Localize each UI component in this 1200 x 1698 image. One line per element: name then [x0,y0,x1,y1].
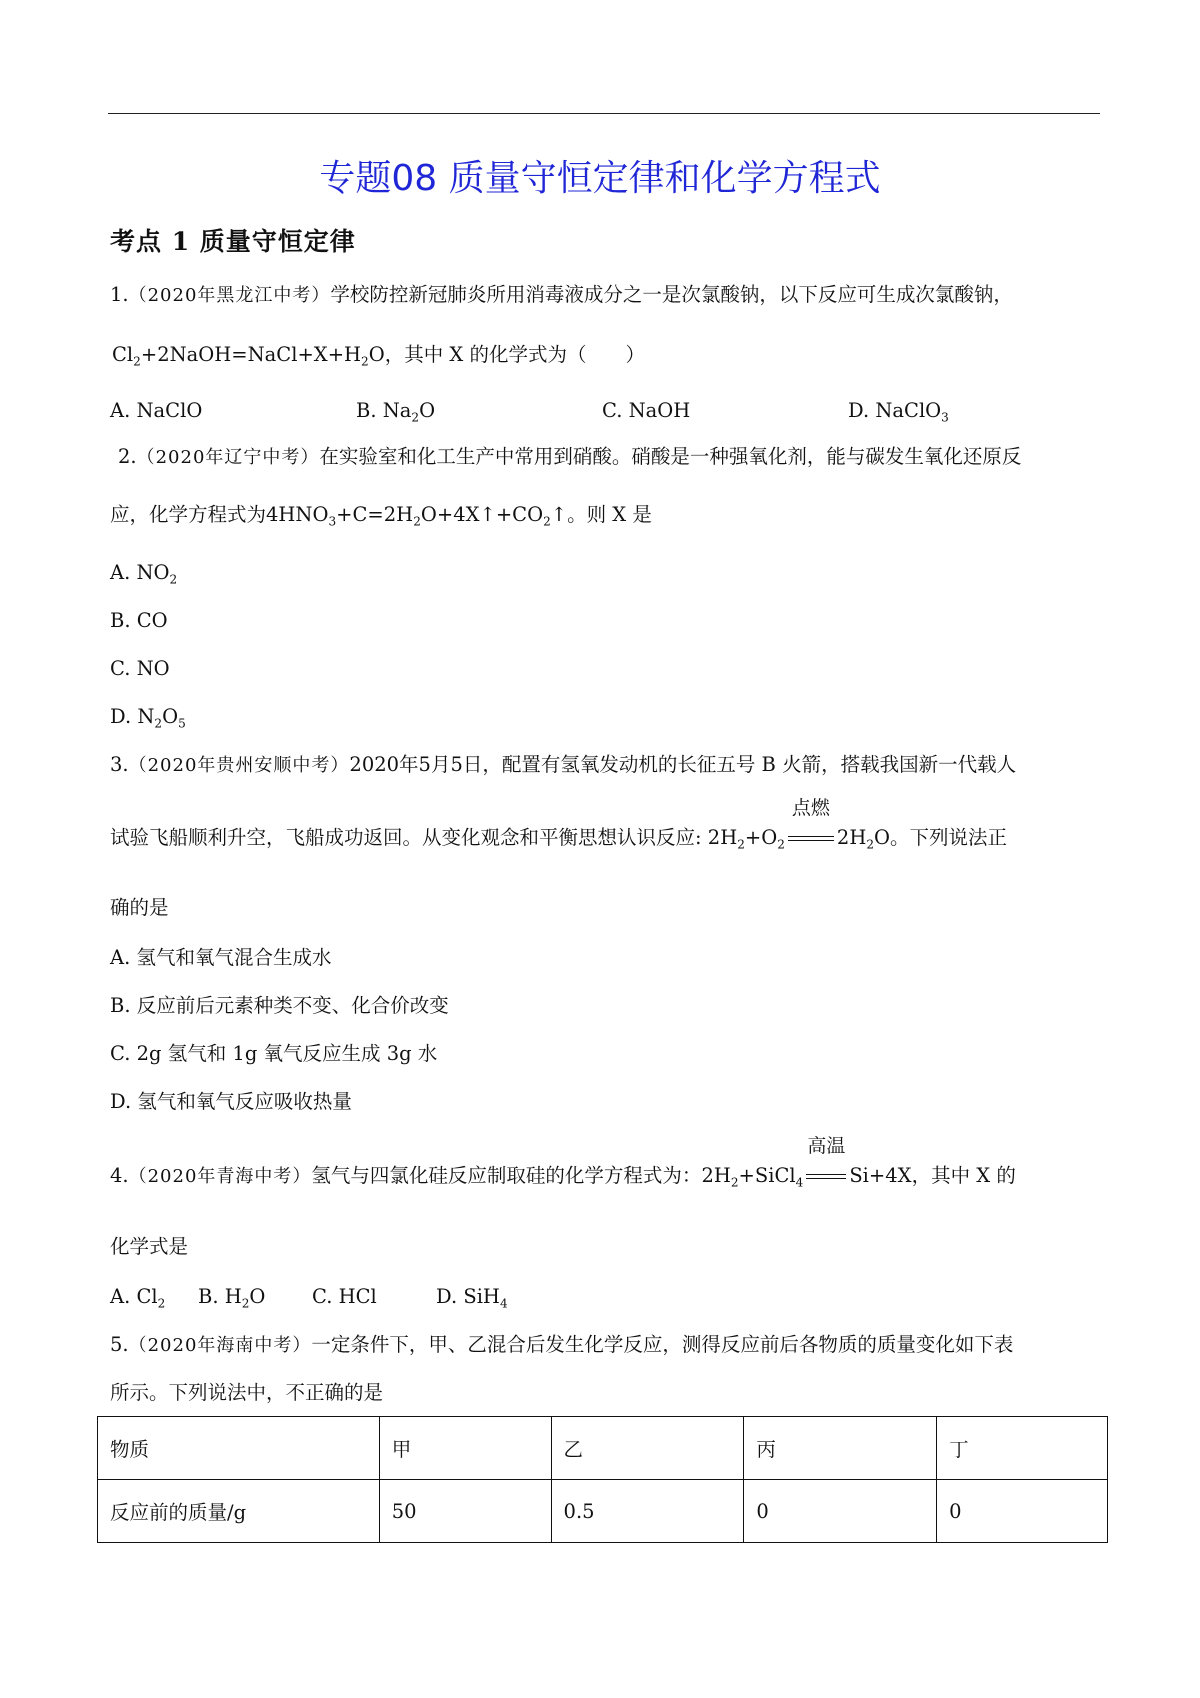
table-row [98,1480,1108,1543]
table-header-cell: 物质 [98,1417,380,1480]
q3-equation: $2H_2+O_2$ 点燃 $2H_2O$ [707,796,891,852]
q2-source: （2020年辽宁中考） [136,447,320,468]
q3-option-c[interactable]: C. 2g 氢气和 1g 氧气反应生成 3g 水 [110,1042,438,1065]
q4-option-a[interactable]: A. $Cl_2$ [110,1285,166,1311]
q4-option-c[interactable]: C. HCl [312,1285,377,1308]
page-title: 专题08 质量守恒定律和化学方程式 [319,158,881,199]
section-heading: 考点 1 质量守恒定律 [110,227,356,256]
q4-equation: $2H_2+SiCl_4$ 高温 Si+4X [701,1134,912,1190]
q3-line3: 确的是 [110,896,169,919]
q2-option-d[interactable]: D. $N_2O_5$ [110,705,186,731]
q1-option-c[interactable]: C. NaOH [602,399,691,422]
q4-source: （2020年青海中考） [128,1166,312,1187]
q2-equation: $4HNO_3+C=2H_2O+4X↑+CO_2↑$ [266,503,568,529]
q3-source: （2020年贵州安顺中考） [128,755,350,776]
q4-option-d[interactable]: D. SiH$_4$ [436,1285,508,1311]
q1-text: 学校防控新冠肺炎所用消毒液成分之一是次氯酸钠，以下反应可生成次氯酸钠， [330,283,1013,306]
q2-line2: 应，化学方程式为$4HNO_3+C=2H_2O+4X↑+CO_2↑$。则 X 是 [110,503,652,529]
table-header-row [98,1417,1108,1480]
table-cell: 0 [744,1480,937,1543]
table-header-cell: 乙 [551,1417,744,1480]
table-cell: 50 [379,1480,551,1543]
q3-condition: 点燃 [791,796,830,819]
q5-line1: 5.（2020年海南中考）一定条件下，甲、乙混合后发生化学反应，测得反应前后各物质的质量变化如下表 [110,1333,1014,1356]
table-cell: 反应前的质量/g [98,1480,380,1543]
q3-option-d[interactable]: D. 氢气和氧气反应吸收热量 [110,1090,352,1113]
table-header-cell: 丁 [937,1417,1108,1480]
q4-option-b[interactable]: B. $H_2O$ [198,1285,266,1311]
q1-equation: $Cl_2+2NaOH=NaCl+X+H_2O$ [112,343,385,369]
q2-option-b[interactable]: B. CO [110,609,168,632]
table-header-cell: 甲 [379,1417,551,1480]
header-rule [108,113,1100,114]
q1-equation-line: $Cl_2+2NaOH=NaCl+X+H_2O$，其中 X 的化学式为（ ） [112,343,646,369]
q2-option-c[interactable]: C. NO [110,657,170,680]
q2-line1: 2.（2020年辽宁中考）在实验室和化工生产中常用到硝酸。硝酸是一种强氧化剂，能与碳发生氧化还原反 [118,445,1022,468]
q1-source: （2020年黑龙江中考） [128,285,331,306]
table-cell: 0 [937,1480,1108,1543]
q4-line1: 4.（2020年青海中考）氢气与四氯化硅反应制取硅的化学方程式为：$2H_2+SiCl_4$ 高温 Si+4X，其中 X 的 [110,1134,1016,1190]
q3-line1: 3.（2020年贵州安顺中考）2020年5月5日，配置有氢氧发动机的长征五号 B 火箭，搭载我国新一代载人 [110,753,1017,776]
table-header-cell: 丙 [744,1417,937,1480]
table-cell: 0.5 [551,1480,744,1543]
q3-line2: 试验飞船顺利升空，飞船成功返回。从变化观念和平衡思想认识反应: $2H_2+O_2$ 点燃 $2H_2O$。下列说法正 [110,796,1008,852]
q4-line2: 化学式是 [110,1235,189,1258]
q5-line2: 所示。下列说法中，不正确的是 [110,1381,384,1404]
q5-source: （2020年海南中考） [128,1335,312,1356]
q3-option-a[interactable]: A. 氢气和氧气混合生成水 [110,946,332,969]
q4-condition: 高温 [807,1134,846,1157]
q1-option-a[interactable]: A. NaClO [110,399,203,422]
q1-line1: 1.（2020年黑龙江中考）学校防控新冠肺炎所用消毒液成分之一是次氯酸钠，以下反应可生成次氯酸钠， [110,283,1013,306]
q3-option-b[interactable]: B. 反应前后元素种类不变、化合价改变 [110,994,449,1017]
mass-table [97,1416,1108,1543]
q1-option-d[interactable]: D. NaClO$_3$ [848,399,949,425]
q2-option-a[interactable]: A. $NO_2$ [110,561,178,587]
q1-option-b[interactable]: B. $Na_2O$ [356,399,436,425]
